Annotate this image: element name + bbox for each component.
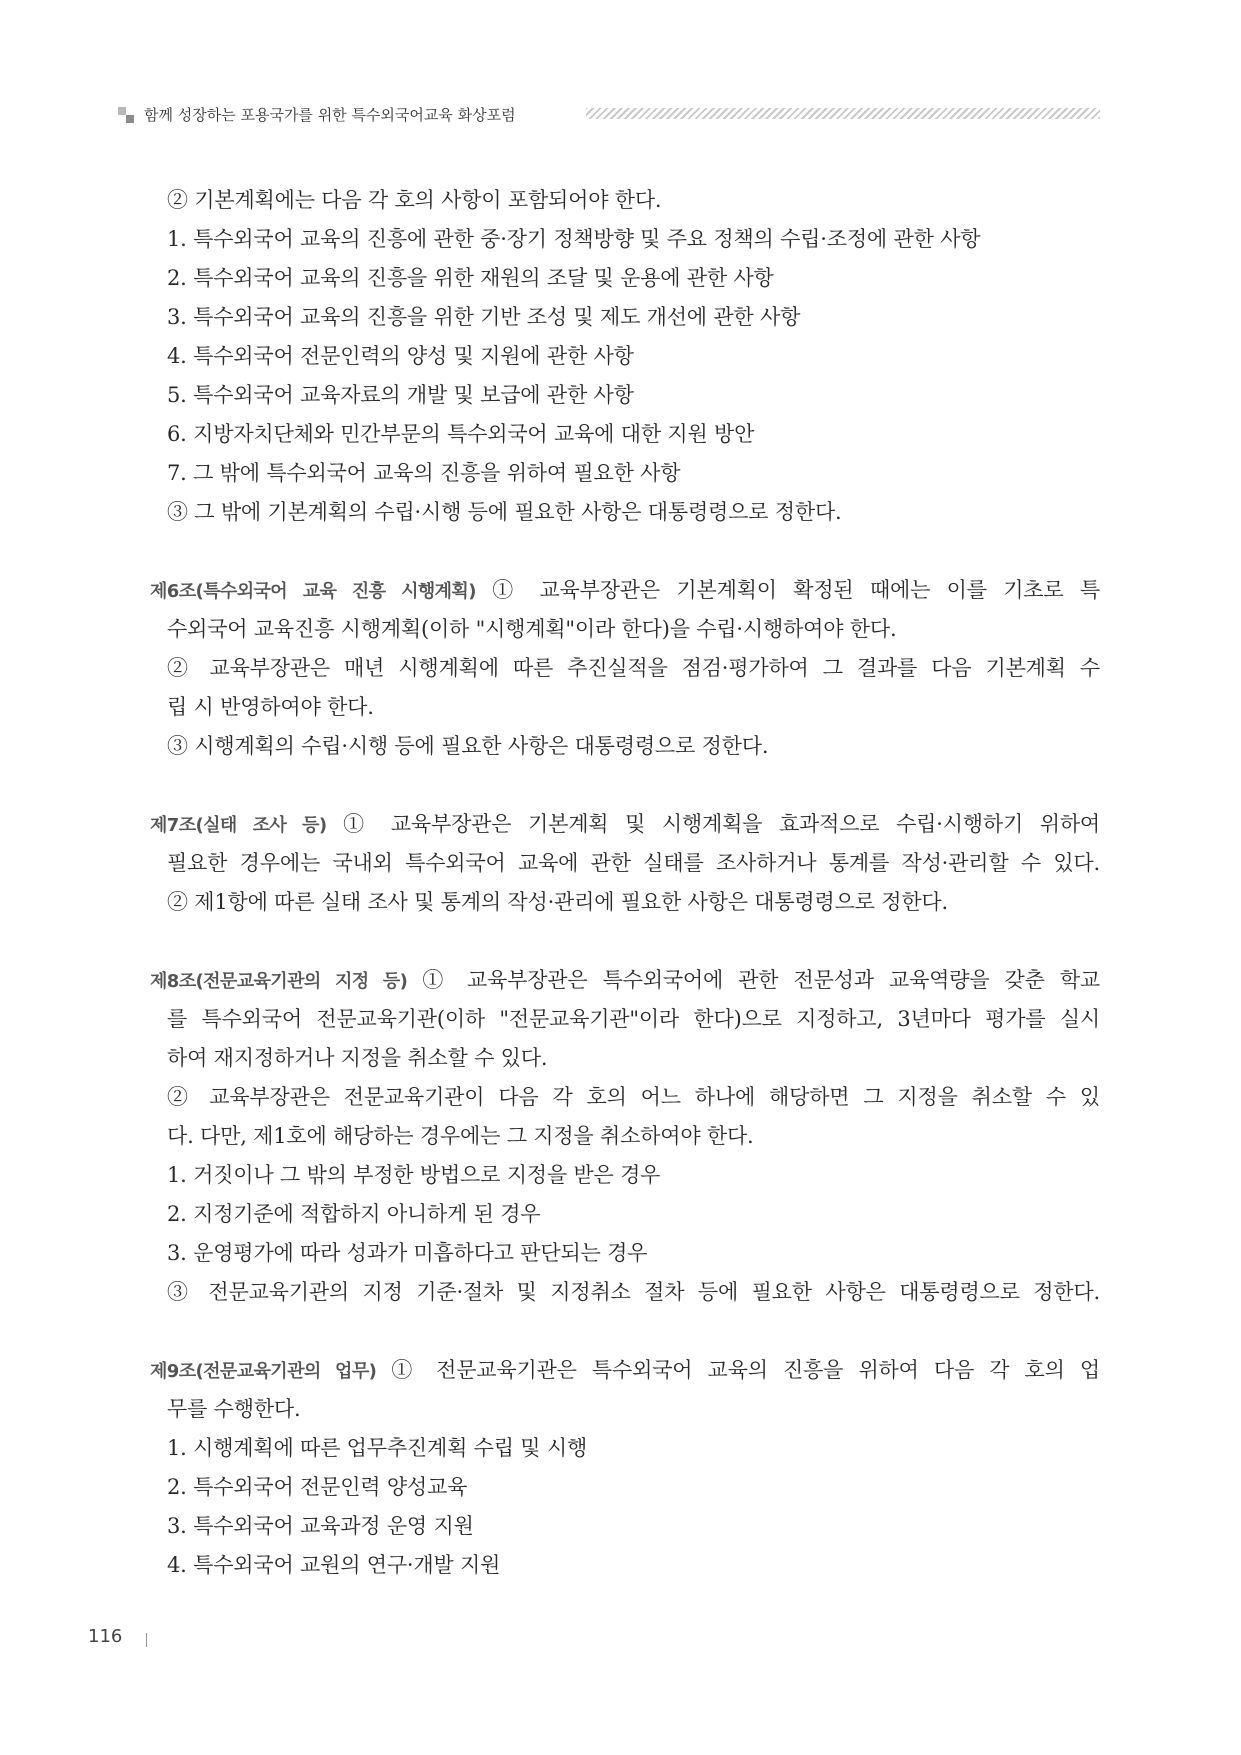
paragraph-gap [150, 532, 1100, 571]
page-number-divider [146, 1633, 147, 1647]
text-line [150, 1039, 1100, 1078]
article-heading: 제9조(전문교육기관의 업무) [150, 1361, 377, 1382]
header-square-marks [118, 107, 136, 125]
text-line [150, 610, 1100, 649]
text-line [150, 259, 1100, 298]
paragraph-gap [150, 1312, 1100, 1351]
line-text: ② 기본계획에는 다음 각 호의 사항이 포함되어야 한다. [167, 188, 662, 212]
line-text: 1. 거짓이나 그 밖의 부정한 방법으로 지정을 받은 경우 [167, 1163, 661, 1187]
text-line [150, 1390, 1100, 1429]
line-text: ① 교육부장관은 특수외국어에 관한 전문성과 교육역량을 갖춘 학교 [407, 968, 1100, 992]
text-line [150, 649, 1100, 688]
text-line [150, 1468, 1100, 1507]
text-line [150, 1429, 1100, 1468]
line-text: 5. 특수외국어 교육자료의 개발 및 보급에 관한 사항 [167, 383, 634, 407]
running-header [118, 104, 1100, 126]
article-line [150, 961, 1100, 1000]
line-text: 1. 특수외국어 교육의 진흥에 관한 중·장기 정책방향 및 주요 정책의 수립·조정에 관한 사항 [167, 227, 981, 251]
line-text: 3. 특수외국어 교육과정 운영 지원 [167, 1514, 474, 1538]
line-text: ③ 시행계획의 수립·시행 등에 필요한 사항은 대통령령으로 정한다. [167, 734, 769, 758]
text-line [150, 1546, 1100, 1585]
line-text: ③ 그 밖에 기본계획의 수립·시행 등에 필요한 사항은 대통령령으로 정한다. [167, 500, 842, 524]
text-line [150, 1156, 1100, 1195]
line-text: 2. 지정기준에 적합하지 아니하게 된 경우 [167, 1202, 541, 1226]
line-text: ② 제1항에 따른 실태 조사 및 통계의 작성·관리에 필요한 사항은 대통령령으로 정한다. [167, 890, 948, 914]
line-text: 2. 특수외국어 교육의 진흥을 위한 재원의 조달 및 운용에 관한 사항 [167, 266, 774, 290]
article-heading: 제6조(특수외국어 교육 진흥 시행계획) [150, 581, 476, 602]
line-text: 다. 다만, 제1호에 해당하는 경우에는 그 지정을 취소하여야 한다. [167, 1124, 754, 1148]
line-text: 2. 특수외국어 전문인력 양성교육 [167, 1475, 468, 1499]
text-line [150, 1195, 1100, 1234]
line-text: ① 전문교육기관은 특수외국어 교육의 진흥을 위하여 다음 각 호의 업 [376, 1358, 1100, 1382]
text-line [150, 1234, 1100, 1273]
line-text: 필요한 경우에는 국내외 특수외국어 교육에 관한 실태를 조사하거나 통계를 작성·관리할 수 있다. [167, 851, 1100, 875]
line-text: ① 교육부장관은 기본계획 및 시행계획을 효과적으로 수립·시행하기 위하여 [326, 812, 1101, 836]
line-text: 1. 시행계획에 따른 업무추진계획 수립 및 시행 [167, 1436, 588, 1460]
text-line [150, 337, 1100, 376]
text-line [150, 1117, 1100, 1156]
text-line [150, 181, 1100, 220]
text-line [150, 415, 1100, 454]
document-body [150, 181, 1100, 1585]
paragraph-gap [150, 766, 1100, 805]
text-line [150, 688, 1100, 727]
text-line [150, 844, 1100, 883]
text-line [150, 883, 1100, 922]
header-hatch-bar [586, 108, 1100, 119]
text-line [150, 298, 1100, 337]
line-text: 하여 재지정하거나 지정을 취소할 수 있다. [167, 1046, 548, 1070]
text-line [150, 1507, 1100, 1546]
article-heading: 제7조(실태 조사 등) [150, 815, 327, 836]
line-text: ② 교육부장관은 전문교육기관이 다음 각 호의 어느 하나에 해당하면 그 지정을 취소할 수 있 [167, 1085, 1100, 1109]
line-text: 3. 특수외국어 교육의 진흥을 위한 기반 조성 및 제도 개선에 관한 사항 [167, 305, 801, 329]
line-text: ③ 전문교육기관의 지정 기준·절차 및 지정취소 절차 등에 필요한 사항은 대통령령으로 정한다. [167, 1280, 1100, 1304]
text-line [150, 727, 1100, 766]
line-text: 무를 수행한다. [167, 1397, 301, 1421]
text-line [150, 376, 1100, 415]
line-text: 6. 지방자치단체와 민간부문의 특수외국어 교육에 대한 지원 방안 [167, 422, 755, 446]
text-line [150, 1000, 1100, 1039]
header-title: 함께 성장하는 포용국가를 위한 특수외국어교육 화상포럼 [144, 106, 516, 124]
page-number: 116 [88, 1626, 123, 1647]
line-text: 수외국어 교육진흥 시행계획(이하 "시행계획"이라 한다)을 수립·시행하여야 한다. [167, 617, 897, 641]
line-text: 4. 특수외국어 교원의 연구·개발 지원 [167, 1553, 501, 1577]
article-line [150, 805, 1100, 844]
text-line [150, 454, 1100, 493]
line-text: 3. 운영평가에 따라 성과가 미흡하다고 판단되는 경우 [167, 1241, 648, 1265]
line-text: 4. 특수외국어 전문인력의 양성 및 지원에 관한 사항 [167, 344, 634, 368]
line-text: 7. 그 밖에 특수외국어 교육의 진흥을 위하여 필요한 사항 [167, 461, 681, 485]
article-heading: 제8조(전문교육기관의 지정 등) [150, 971, 408, 992]
text-line [150, 220, 1100, 259]
line-text: 를 특수외국어 전문교육기관(이하 "전문교육기관"이라 한다)으로 지정하고, 3년마다 평가를 실시 [167, 1007, 1100, 1031]
line-text: 립 시 반영하여야 한다. [167, 695, 374, 719]
article-line [150, 571, 1100, 610]
text-line [150, 1273, 1100, 1312]
line-text: ① 교육부장관은 기본계획이 확정된 때에는 이를 기초로 특 [475, 578, 1100, 602]
article-line [150, 1351, 1100, 1390]
text-line [150, 493, 1100, 532]
line-text: ② 교육부장관은 매년 시행계획에 따른 추진실적을 점검·평가하여 그 결과를 다음 기본계획 수 [167, 656, 1100, 680]
text-line [150, 1078, 1100, 1117]
paragraph-gap [150, 922, 1100, 961]
